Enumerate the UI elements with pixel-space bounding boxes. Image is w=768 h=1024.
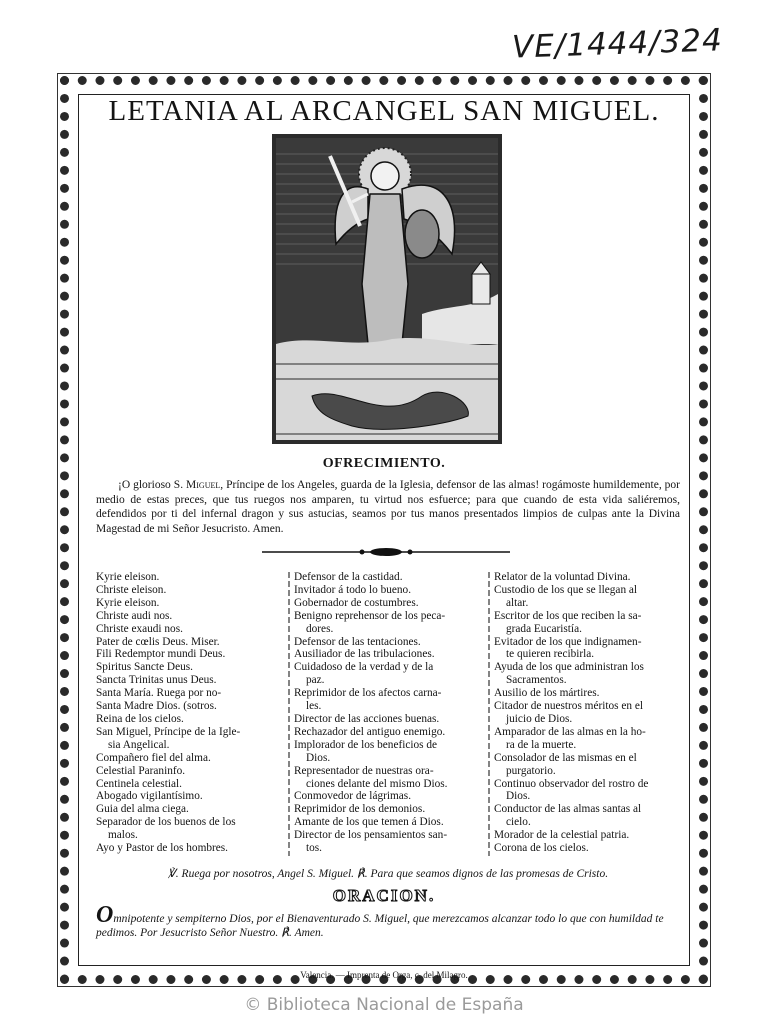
offering-text: ¡O glorioso S. Miguel, Príncipe de los Angeles, guarda de la Iglesia, defensor de las almas! rogámoste humildemente, por medio de estas preces, que tus ruegos nos amparen, tu virtud nos esfuerce; para que cuando de esta vida saliéremos, defendidos por ti del infernal dragon y sus astucias, seamos por tus manos presentados limpios de culpas ante la Divina Magestad de mi Señor Jesucristo. Amen. (96, 479, 681, 535)
litany-line: Ausiliador de las tribulaciones. (294, 648, 435, 661)
litany-column-1 (96, 571, 286, 855)
litany-line: Continuo observador del rostro de (494, 777, 649, 790)
section-heading-offering: OFRECIMIENTO. (322, 456, 446, 471)
litany-line: Morador de la celestial patria. (494, 829, 630, 842)
litany-line: Defensor de las tentaciones. (294, 635, 421, 648)
litany-line: sia Angelical. (108, 738, 170, 751)
litany-line: Centinela celestial. (96, 777, 182, 790)
litany-line: dores. (306, 622, 334, 635)
litany-line: ra de la muerte. (506, 738, 577, 751)
litany-line: altar. (506, 596, 529, 609)
litany-line: cielo. (506, 816, 531, 829)
litany-line: Kyrie eleison. (96, 596, 160, 609)
litany-line: Guia del alma ciega. (96, 803, 189, 816)
litany-line: Sacramentos. (506, 674, 567, 687)
litany-line: Reina de los cielos. (96, 712, 184, 725)
litany-column-3 (494, 571, 682, 855)
litany-line: te quieren recibirla. (506, 648, 595, 661)
archangel-woodcut-icon (272, 134, 502, 444)
litany-line: Celestial Paraninfo. (96, 764, 186, 777)
litany-line: Santa María. Ruega por no- (96, 687, 222, 700)
litany-line: grada Eucaristía. (506, 622, 582, 635)
litany-line: Rechazador del antiguo enemigo. (294, 725, 446, 738)
litany-line: Representador de nuestras ora- (294, 764, 434, 777)
litany-line: tos. (306, 842, 323, 855)
litany-line: Citador de nuestros méritos en el (494, 700, 644, 713)
litany-line: Ayo y Pastor de los hombres. (96, 842, 229, 855)
litany-line: Amante de los que temen á Dios. (294, 816, 444, 829)
litany-line: Sancta Trinitas unus Deus. (96, 674, 217, 687)
litany-line: Abogado vigilantísimo. (96, 790, 203, 803)
drop-initial: O (96, 902, 114, 928)
litany-line: Defensor de la castidad. (294, 571, 403, 583)
litany-line: Evitador de los que indignamen- (494, 635, 642, 648)
litany-line: Implorador de los beneficios de (294, 738, 438, 751)
litany-line: Cuidadoso de la verdad y de la (294, 661, 434, 674)
litany-line: Conmovedor de lágrimas. (294, 790, 412, 803)
litany-line: Relator de la voluntad Divina. (494, 571, 631, 583)
litany-line: Reprimidor de los demonios. (294, 803, 426, 816)
litany-line: Spiritus Sancte Deus. (96, 661, 193, 674)
litany-line: malos. (108, 829, 138, 842)
litany-line: Amparador de las almas en la ho- (494, 725, 646, 738)
column-divider (487, 572, 491, 856)
litany-line: Dios. (506, 790, 531, 803)
litany-line: San Miguel, Príncipe de la Igle- (96, 725, 241, 738)
page-title: LETANIA AL ARCANGEL SAN MIGUEL. (108, 95, 660, 127)
litany-line: Separador de los buenos de los (96, 816, 236, 829)
litany-line: Corona de los cielos. (494, 842, 589, 855)
ornamental-divider-icon (262, 545, 510, 559)
litany-line: juicio de Dios. (506, 712, 573, 725)
litany-line: Gobernador de costumbres. (294, 596, 419, 609)
litany-line: paz. (306, 674, 325, 687)
litany-line: Compañero fiel del alma. (96, 751, 211, 764)
litany-line: Director de las acciones buenas. (294, 712, 440, 725)
litany-line: ciones delante del mismo Dios. (306, 777, 448, 790)
litany-line: Reprimidor de los afectos carna- (294, 687, 442, 700)
litany-line: Christe audi nos. (96, 609, 173, 622)
litany-line: Christe eleison. (96, 583, 167, 596)
litany-line: Fili Redemptor mundi Deus. (96, 648, 226, 661)
litany-line: les. (306, 700, 322, 713)
litany-line: Custodio de los que se llegan al (494, 583, 638, 596)
litany-line: Santa Madre Dios. (sotros. (96, 700, 217, 713)
shelfmark-handwritten: VE/1444/324 (511, 22, 724, 66)
litany-line: purgatorio. (506, 764, 556, 777)
section-heading-prayer: ORACION. (332, 886, 436, 905)
litany-line: Christe exaudi nos. (96, 622, 183, 635)
litany-line: Pater de cœlis Deus. Miser. (96, 635, 220, 648)
litany-line: Director de los pensamientos san- (294, 829, 448, 842)
litany-line: Ausilio de los mártires. (494, 687, 600, 700)
library-credit: © Biblioteca Nacional de España (244, 995, 524, 1015)
litany-line: Benigno reprehensor de los peca- (294, 609, 446, 622)
litany-line: Invitador á todo lo bueno. (294, 583, 412, 596)
litany-line: Consolador de las mismas en el (494, 751, 637, 764)
saint-name: S. Miguel (173, 479, 221, 491)
versicle-response: ℣. Ruega por nosotros, Angel S. Miguel. ℟. Para que seamos dignos de las promesas de Cristo. (167, 868, 609, 880)
prayer-text: Omnipotente y sempiterno Dios, por el Bienaventurado S. Miguel, que merezcamos alcanzar todo lo que con humildad te pedimos. Por Jesucristo Señor Nuestro. ℟. Amen. (96, 902, 664, 939)
litany-line: Escritor de los que reciben la sa- (494, 609, 642, 622)
litany-line: Conductor de las almas santas al (494, 803, 642, 816)
printer-imprint: Valencia. — Imprenta de Orga, c. del Milagro. (300, 970, 468, 980)
column-divider (287, 572, 291, 856)
litany-column-2 (294, 571, 486, 855)
litany-line: Dios. (306, 751, 331, 764)
litany-line: Ayuda de los que administran los (494, 661, 644, 674)
litany-line: Kyrie eleison. (96, 571, 160, 583)
